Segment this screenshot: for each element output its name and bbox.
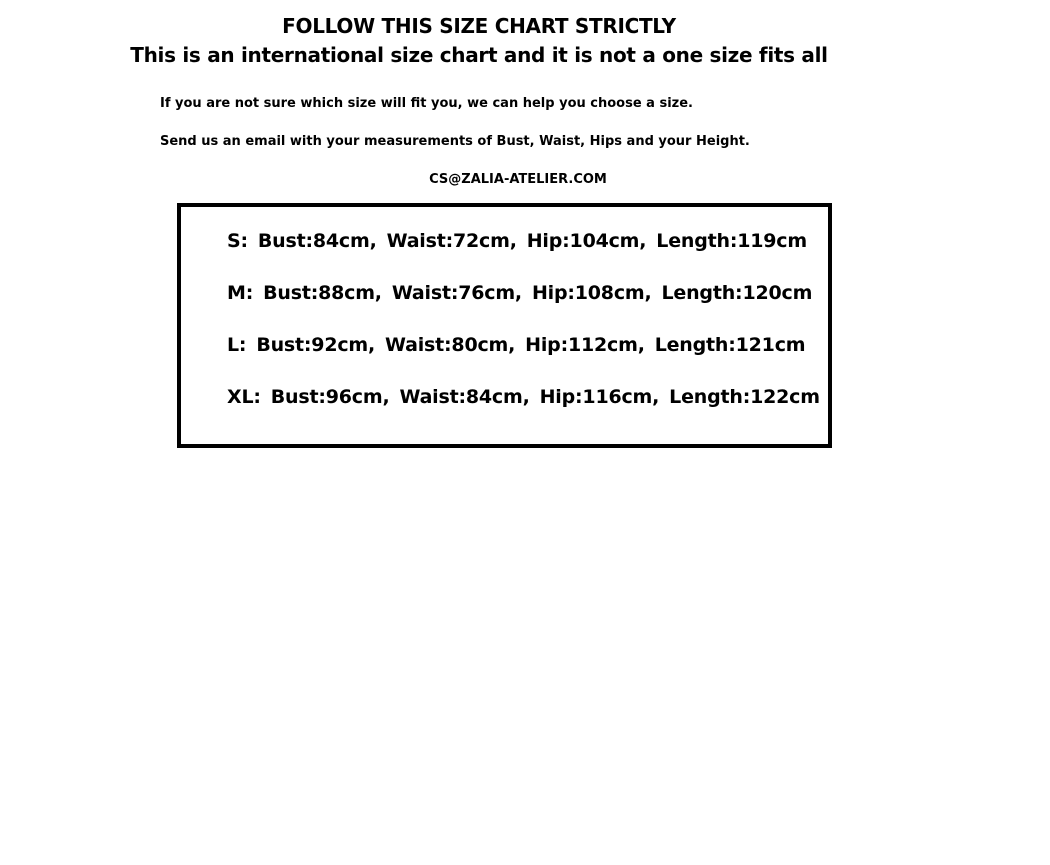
bust-measurement: Bust:88cm, xyxy=(263,282,382,304)
length-measurement: Length:120cm xyxy=(661,282,813,304)
size-row-s xyxy=(227,230,807,252)
hip-measurement: Hip:116cm, xyxy=(539,386,660,408)
size-chart-title: FOLLOW THIS SIZE CHART STRICTLY xyxy=(282,14,676,38)
bust-measurement: Bust:96cm, xyxy=(270,386,390,408)
size-label: M: xyxy=(227,282,254,304)
size-row-xl xyxy=(227,386,820,408)
size-row-l xyxy=(227,334,805,356)
hip-measurement: Hip:104cm, xyxy=(526,230,647,252)
contact-email[interactable]: CS@ZALIA-ATELIER.COM xyxy=(429,172,607,187)
waist-measurement: Waist:80cm, xyxy=(385,334,516,356)
size-label: S: xyxy=(227,230,248,252)
help-note: If you are not sure which size will fit you, we can help you choose a size. xyxy=(160,96,693,111)
size-table-box xyxy=(177,203,832,448)
waist-measurement: Waist:72cm, xyxy=(386,230,517,252)
bust-measurement: Bust:92cm, xyxy=(256,334,376,356)
length-measurement: Length:119cm xyxy=(656,230,807,252)
size-label: L: xyxy=(227,334,247,356)
waist-measurement: Waist:84cm, xyxy=(399,386,530,408)
waist-measurement: Waist:76cm, xyxy=(391,282,522,304)
length-measurement: Length:122cm xyxy=(669,386,820,408)
length-measurement: Length:121cm xyxy=(654,334,806,356)
hip-measurement: Hip:108cm, xyxy=(531,282,652,304)
measurement-instructions: Send us an email with your measurements of Bust, Waist, Hips and your Height. xyxy=(160,134,750,149)
bust-measurement: Bust:84cm, xyxy=(257,230,377,252)
hip-measurement: Hip:112cm, xyxy=(525,334,645,356)
size-label: XL: xyxy=(227,386,261,408)
size-row-m xyxy=(227,282,812,304)
size-chart-subtitle: This is an international size chart and it is not a one size fits all xyxy=(130,43,828,67)
